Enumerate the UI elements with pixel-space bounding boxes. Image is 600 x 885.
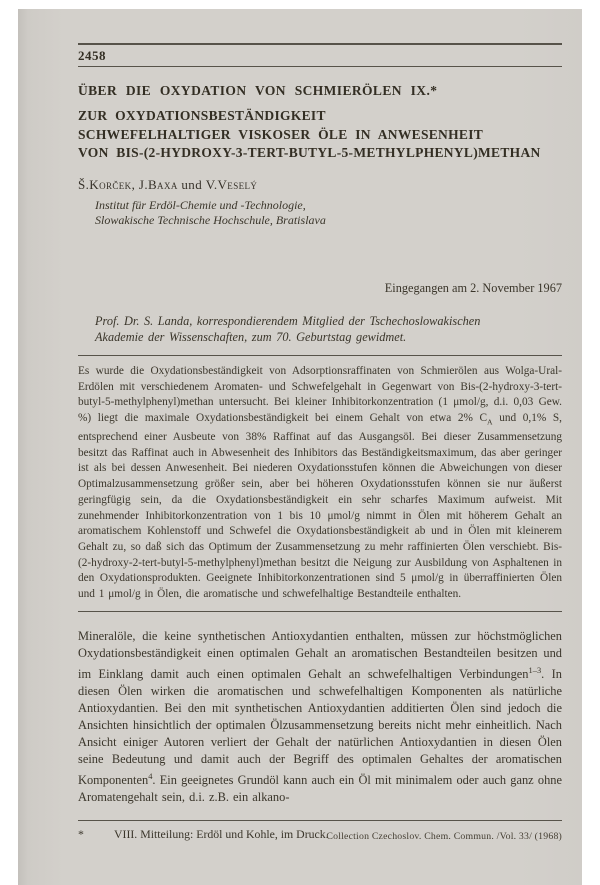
- header-rule-bottom: [78, 66, 562, 68]
- footnote-marker: *: [78, 827, 84, 842]
- received-date: Eingegangen am 2. November 1967: [384, 280, 562, 295]
- dedication-line-2: Akademie der Wissenschaften, zum 70. Geburtstag gewidmet.: [95, 330, 407, 344]
- title-line-3: VON BIS-(2-HYDROXY-3-TERT-BUTYL-5-METHYLPHENYL)METHAN: [78, 145, 541, 160]
- footnote-rule: [78, 820, 562, 822]
- journal-footer: Collection Czechoslov. Chem. Commun. /Vol. 33/ (1968): [326, 831, 562, 842]
- authors-conjunction: und: [177, 176, 206, 192]
- abstract-rule-bottom: [78, 611, 562, 613]
- body-text-1: Mineralöle, die keine synthetischen Antioxydantien enthalten, müssen zur höchstmöglichen Oxydationsbeständigkeit einen optimalen Gehalt an aromatischen Bestandteilen besitzen und im Einklang damit auch einen optimalen Gehalt an schwefelhaltigen Verbindungen: [78, 629, 562, 682]
- body-reference-superscript-1: 1–3: [528, 665, 542, 676]
- abstract-rule-top: [78, 355, 562, 357]
- author-names-second: V.Veselý: [205, 176, 258, 192]
- affiliation-line-1: Institut für Erdöl-Chemie und -Technologie,: [95, 197, 306, 212]
- body-text-3: . Ein geeignetes Grundöl kann auch ein Öl mit minimalem oder auch ganz ohne Aromatengehalt sein, d.i. z.B. ein alkano-: [78, 772, 562, 804]
- article-title: [78, 107, 562, 163]
- dedication: [95, 313, 562, 346]
- affiliation-line-2: Slowakische Technische Hochschule, Bratislava: [95, 213, 326, 227]
- footnote-text: VIII. Mitteilung: Erdöl und Kohle, im Druck.: [114, 827, 329, 842]
- page-content-column: [78, 9, 562, 842]
- page-number: 2458: [78, 47, 106, 63]
- title-line-2: SCHWEFELHALTIGER VISKOSER ÖLE IN ANWESENHEIT: [78, 126, 484, 142]
- abstract-text-2: und 0,1% S, entsprechend einer Ausbeute von 38% Raffinat auf das Ausgangsöl. Bei dieser Zusammensetzung besitzt das Raffinat auch in Abwesenheit des Inhibitors das Beständigkeitsmaximum, das aber geringer ist als bei dessen Anwesenheit. Bei niederen Oxydationsstufen können die Abweichungen von dieser Optimalzusammensetzung größer sein, aber bei höheren Oxydationsstufen können sie nur äußerst geringfügig sein, da die Oxydationsbeständigkeit ein sehr scharfes Maximum aufweist. Mit zunehmender Inhibitorkonzentration von 1 bis 10 μmol/g nimmt in Ölen mit höherem Gehalt an aromatischem Kohlenstoff und Schwefel die Oxydationsbeständigkeit ab und in Ölen mit kleinerem Gehalt zu, so daß sich das Optimum der Zusammensetzung zu mehr raffinierten Ölen verschiebt. Bis-(2-hydroxy-2-tert-butyl-5-methylphenyl)methan besitzt die Neigung zur Ausbildung von Asphaltenen in den Oxydationsprodukten. Geeignete Inhibitorkonzentrationen sind 5 μmol/g in überraffinierten Ölen und 1 μmol/g in Ölen, die aromatische und schwefelhaltige Bestandteile enthalten.: [78, 412, 562, 601]
- dedication-line-1: Prof. Dr. S. Landa, korrespondierendem Mitglied der Tschechoslowakischen: [95, 313, 481, 328]
- abstract-paragraph: [78, 364, 562, 603]
- body-text-2: . In diesen Ölen wirken die aromatischen und schwefelhaltigen Komponenten als natürliche Antioxydantien. Bei den mit synthetischen Antioxydantien additierten Ölen sind jedoch die Ansichten hinsichtlich der optimalen Ölzusammensetzung bereits nicht mehr einheitlich. Nach Ansicht einiger Autoren verliert der Gehalt der natürlichen Antioxydantien in diesen Ölen seine Bedeutung und damit auch der Begriff des optimalen Gehaltes der aromatischen Komponenten: [78, 667, 562, 787]
- scanned-paper-page: [18, 9, 582, 885]
- body-reference-superscript-2: 4: [148, 770, 153, 781]
- title-line-1: ZUR OXYDATIONSBESTÄNDIGKEIT: [78, 108, 326, 123]
- authors-line: [78, 177, 562, 193]
- body-paragraph: [78, 628, 562, 805]
- series-title: ÜBER DIE OXYDATION VON SCHMIERÖLEN IX.*: [78, 83, 438, 98]
- abstract-text-1: Es wurde die Oxydationsbeständigkeit von Adsorptionsraffinaten von Schmierölen aus Wolga-Ural-Erdölen mit verschiedenem Aromaten- und Schwefelgehalt in Gegenwart von Bis-(2-hydroxy-3-tert-butyl-5-methylphenyl)methan untersucht. Bei kleiner Inhibitorkonzentration (1 μmol/g, d.i. 0,03 Gew. %) liegt die maximale Oxydationsbeständigkeit bei einem Gehalt von etwa 2% C: [78, 365, 562, 425]
- author-names-first: Š.Korček, J.Baxa: [78, 176, 178, 192]
- abstract-subscript-a: A: [487, 417, 493, 427]
- affiliation: [95, 198, 562, 229]
